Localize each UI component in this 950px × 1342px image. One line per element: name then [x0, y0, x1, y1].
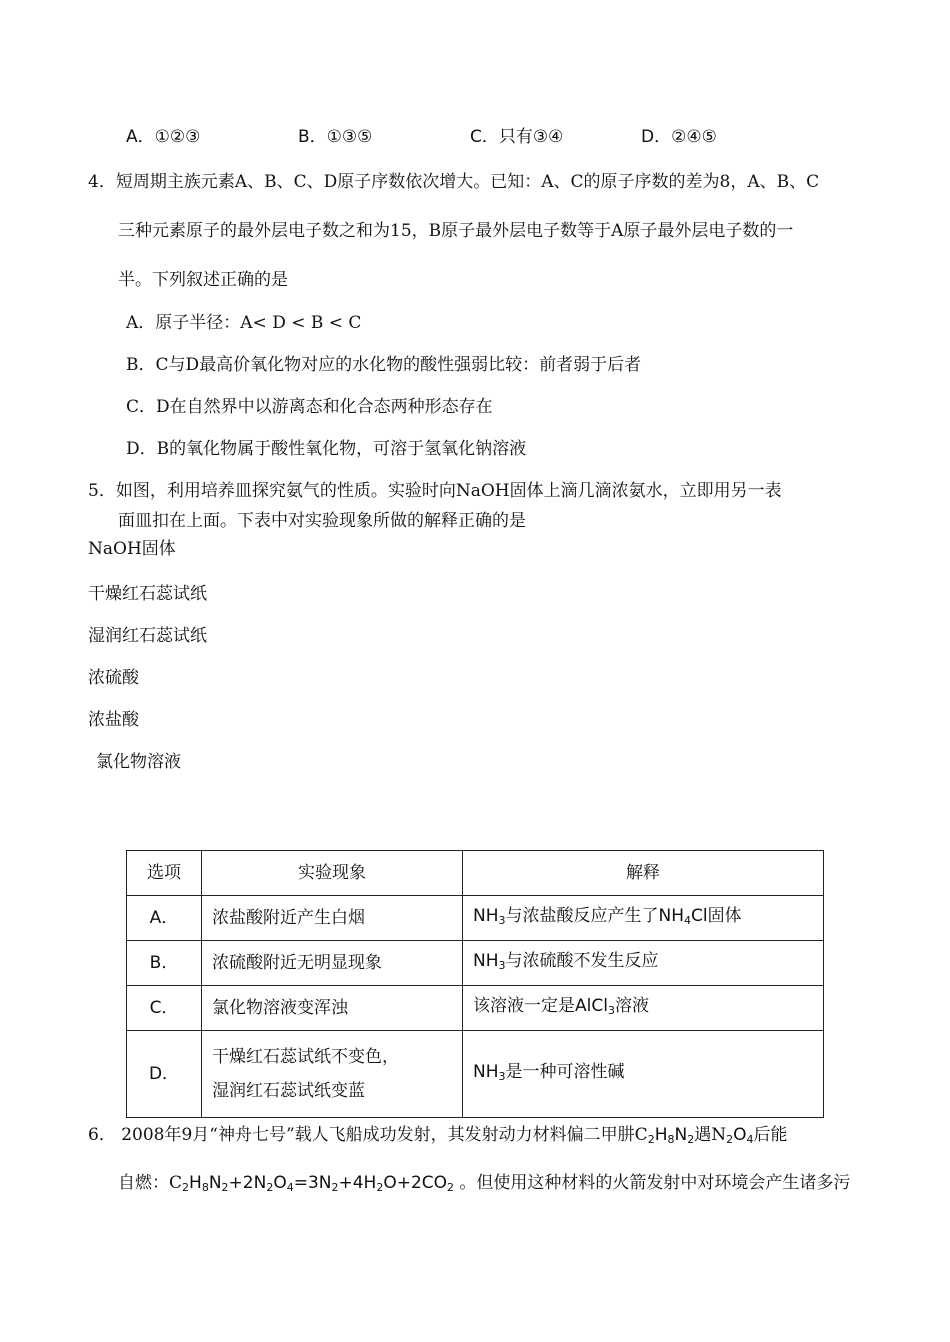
q3-option-d: D．②④⑤ — [641, 127, 717, 147]
row-phenomenon: 浓硫酸附近无明显现象 — [202, 941, 463, 986]
row-option: A． — [127, 896, 202, 941]
row-option: D． — [127, 1031, 202, 1118]
row-option: C． — [127, 986, 202, 1031]
figure-label-conc-sulfuric: 浓硫酸 — [88, 668, 139, 688]
row-phenomenon: 浓盐酸附近产生白烟 — [202, 896, 463, 941]
row-phenomenon: 氯化物溶液变浑浊 — [202, 986, 463, 1031]
q4-stem-line2: 三种元素原子的最外层电子数之和为15，B原子最外层电子数等于A原子最外层电子数的一 — [118, 221, 794, 241]
row-explanation: $NH_3$是一种可溶性碱 — [463, 1031, 824, 1118]
q3-option-a: A．①②③ — [126, 127, 201, 147]
table-header-phenomenon: 实验现象 — [202, 851, 463, 896]
q4-option-c: C．D在自然界中以游离态和化合态两种形态存在 — [126, 397, 493, 417]
row-explanation: $NH_3$与浓硫酸不发生反应 — [463, 941, 824, 986]
q5-stem-line2: 面皿扣在上面。下表中对实验现象所做的解释正确的是 — [118, 511, 526, 531]
q3-option-b: B．①③⑤ — [298, 127, 373, 147]
q5-table — [126, 850, 824, 1118]
q6-stem-line1: 6． 2008年9月“神舟七号”载人飞船成功发射，其发射动力材料偏二甲肼$C_2H_8N_2$遇$N_2O_4$后能 — [88, 1125, 788, 1146]
q4-stem-line1: 4．短周期主族元素A、B、C、D原子序数依次增大。已知：A、C的原子序数的差为8，A、B、C — [88, 172, 820, 192]
row-explanation: 该溶液一定是AlCl$_3$溶液 — [463, 986, 824, 1031]
table-header-row — [127, 851, 824, 896]
q4-option-a: A．原子半径：A< D < B < C — [126, 313, 362, 333]
figure-label-chloride-solution: 氯化物溶液 — [96, 752, 181, 772]
row-explanation: $NH_3$与浓盐酸反应产生了$NH_4Cl$固体 — [463, 896, 824, 941]
figure-label-naoh: NaOH固体 — [88, 539, 176, 559]
q5-stem-line1: 5．如图，利用培养皿探究氨气的性质。实验时向NaOH固体上滴几滴浓氨水，立即用另一表 — [88, 481, 782, 501]
row-option: B． — [127, 941, 202, 986]
q4-option-d: D．B的氧化物属于酸性氧化物，可溶于氢氧化钠溶液 — [126, 439, 527, 459]
q6-stem-line2: 自燃：$C_2H_8N_2+2N_2O_4=3N_2+4H_2O+2CO_2$ 。但使用这种材料的火箭发射中对环境会产生诸多污 — [118, 1173, 851, 1194]
table-header-option: 选项 — [127, 851, 202, 896]
figure-label-wet-litmus: 湿润红石蕊试纸 — [88, 626, 207, 646]
q4-option-b: B．C与D最高价氧化物对应的水化物的酸性强弱比较：前者弱于后者 — [126, 355, 642, 375]
q3-option-c: C．只有③④ — [470, 127, 564, 147]
table-row — [127, 896, 824, 941]
row-phenomenon: 干燥红石蕊试纸不变色， 湿润红石蕊试纸变蓝 — [202, 1031, 463, 1118]
q4-stem-line3: 半。下列叙述正确的是 — [118, 270, 288, 290]
table-row — [127, 1031, 824, 1118]
figure-label-dry-litmus: 干燥红石蕊试纸 — [88, 584, 207, 604]
table-row — [127, 986, 824, 1031]
table-header-explanation: 解释 — [463, 851, 824, 896]
table-row — [127, 941, 824, 986]
figure-label-conc-hcl: 浓盐酸 — [88, 710, 139, 730]
